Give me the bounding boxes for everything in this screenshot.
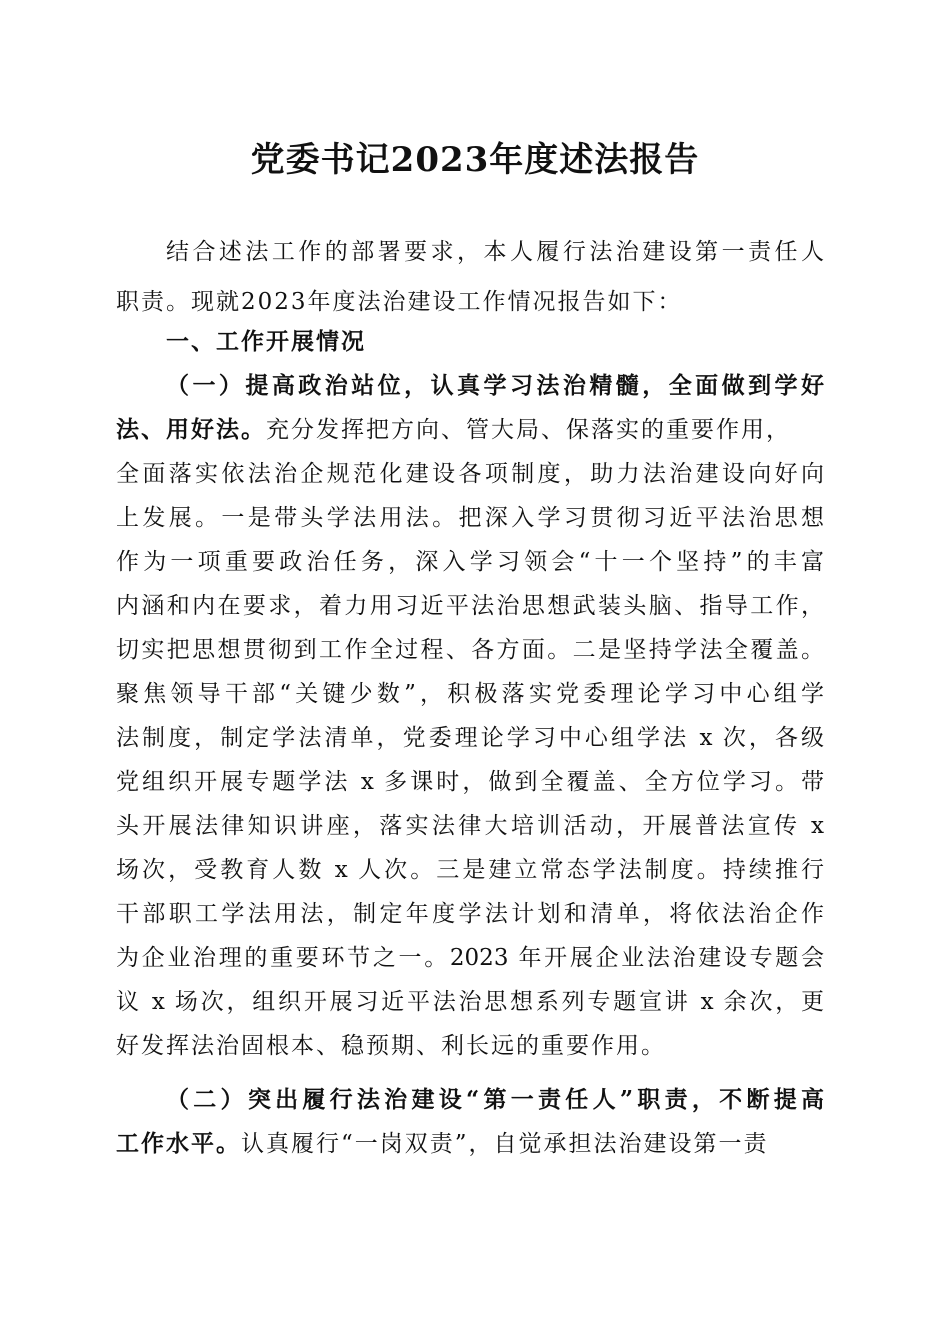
paragraph-line: 法制度，制定学法清单，党委理论学习中心组学法 x 次，各级 bbox=[116, 725, 824, 751]
paragraph-line: 上发展。一是带头学法用法。把深入学习贯彻习近平法治思想 bbox=[116, 505, 824, 531]
paragraph-line bbox=[116, 1126, 824, 1162]
paragraph-line bbox=[116, 412, 824, 448]
paragraph-line: 为企业治理的重要环节之一。2023 年开展企业法治建设专题会 bbox=[116, 945, 824, 971]
paragraph-line: 党组织开展专题学法 x 多课时，做到全覆盖、全方位学习。带 bbox=[116, 769, 824, 795]
section-heading: 一、工作开展情况 bbox=[166, 328, 366, 355]
paragraph-line: 结合述法工作的部署要求，本人履行法治建设第一责任人 bbox=[166, 239, 824, 265]
paragraph-line: 干部职工学法用法，制定年度学法计划和清单，将依法治企作 bbox=[116, 901, 824, 927]
subsection-heading-end: 工作水平。 bbox=[116, 1130, 241, 1157]
subsection-heading: （一）提高政治站位，认真学习法治精髓，全面做到学好 bbox=[166, 372, 824, 399]
subsection-heading: （二）突出履行法治建设“第一责任人”职责，不断提高 bbox=[166, 1086, 824, 1113]
paragraph-text: 充分发挥把方向、管大局、保落实的重要作用， bbox=[266, 417, 791, 443]
paragraph-line: 职责。现就2023年度法治建设工作情况报告如下： bbox=[116, 289, 683, 315]
paragraph-line: 作为一项重要政治任务，深入学习领会“十一个坚持”的丰富 bbox=[116, 549, 824, 575]
paragraph-line: 议 x 场次，组织开展习近平法治思想系列专题宣讲 x 余次，更 bbox=[116, 989, 824, 1015]
paragraph-text: 认真履行“一岗双责”，自觉承担法治建设第一责 bbox=[241, 1131, 769, 1157]
paragraph-line: 内涵和内在要求，着力用习近平法治思想武装头脑、指导工作， bbox=[116, 593, 824, 619]
paragraph-line: 切实把思想贯彻到工作全过程、各方面。二是坚持学法全覆盖。 bbox=[116, 637, 824, 663]
page-title: 党委书记2023年度述法报告 bbox=[250, 140, 700, 180]
subsection-heading-end: 法、用好法。 bbox=[116, 416, 266, 443]
paragraph-line: 聚焦领导干部“关键少数”，积极落实党委理论学习中心组学 bbox=[116, 681, 824, 707]
paragraph-line: 好发挥法治固根本、稳预期、利长远的重要作用。 bbox=[116, 1033, 666, 1059]
paragraph-line: 全面落实依法治企规范化建设各项制度，助力法治建设向好向 bbox=[116, 461, 824, 487]
paragraph-line: 场次，受教育人数 x 人次。三是建立常态学法制度。持续推行 bbox=[116, 857, 824, 883]
paragraph-line: 头开展法律知识讲座，落实法律大培训活动，开展普法宣传 x bbox=[116, 813, 824, 839]
